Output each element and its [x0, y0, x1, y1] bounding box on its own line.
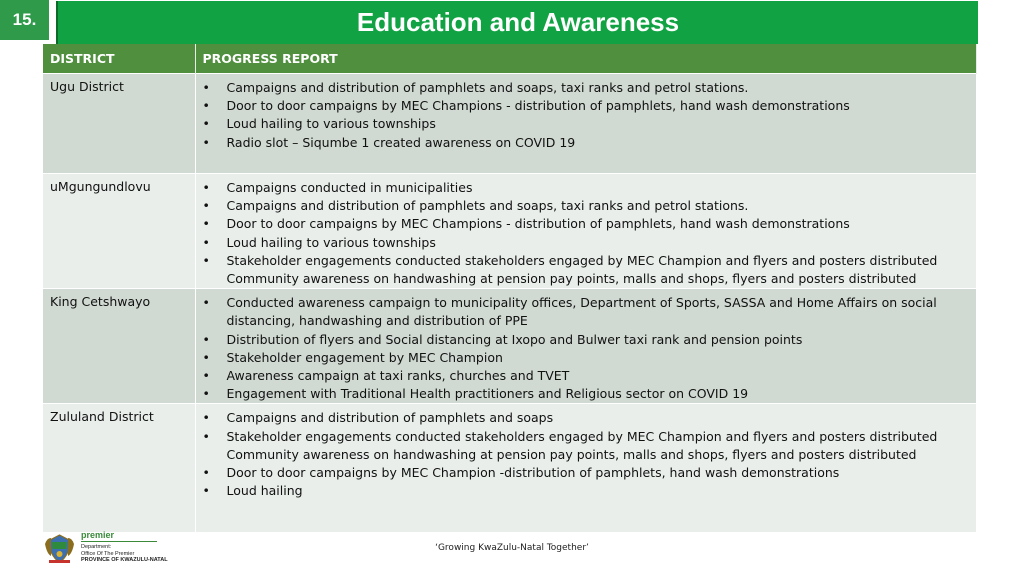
- list-item: [203, 349, 970, 367]
- table-body: [43, 74, 977, 532]
- progress-cell: [195, 404, 977, 532]
- list-item-text: Door to door campaigns by MEC Champions - distribution of pamphlets, hand wash demonstrations: [226, 216, 850, 232]
- bullet-icon: •: [202, 98, 210, 114]
- slide-title: Education and Awareness: [56, 1, 978, 44]
- list-item: [203, 482, 970, 500]
- header-district: DISTRICT: [43, 44, 195, 74]
- bullet-icon: •: [202, 198, 210, 214]
- list-item-text: Community awareness on handwashing at pension pay points, malls and shops, flyers and posters distributed: [226, 271, 917, 287]
- bullet-icon: •: [202, 216, 210, 232]
- list-item: [203, 215, 970, 233]
- progress-cell: [195, 174, 977, 289]
- list-item: [203, 464, 970, 482]
- bullet-icon: •: [202, 180, 210, 195]
- list-item-text: Campaigns and distribution of pamphlets and soaps, taxi ranks and petrol stations.: [226, 80, 749, 95]
- bullet-icon: •: [202, 116, 210, 132]
- list-item-text: Campaigns conducted in municipalities: [226, 180, 473, 195]
- list-item-text: Door to door campaigns by MEC Champion -distribution of pamphlets, hand wash demonstrations: [226, 465, 840, 481]
- list-item-text: Engagement with Traditional Health practitioners and Religious sector on COVID 19: [226, 386, 749, 402]
- list-item: [203, 367, 970, 385]
- list-item-text: Loud hailing to various townships: [226, 116, 436, 132]
- list-item: [203, 252, 970, 270]
- logo-office-text: Office Of The Premier: [81, 550, 135, 557]
- list-item: [203, 179, 970, 197]
- list-item: [203, 428, 970, 446]
- progress-list: [203, 409, 970, 500]
- list-item-text: Campaigns and distribution of pamphlets and soaps: [226, 410, 554, 426]
- progress-list: [203, 179, 970, 288]
- list-item-text: Door to door campaigns by MEC Champions - distribution of pamphlets, hand wash demonstrations: [226, 98, 850, 114]
- progress-table: [43, 44, 977, 532]
- district-cell: King Cetshwayo: [43, 289, 195, 404]
- table-row: [43, 174, 977, 289]
- table-header-row: [43, 44, 977, 74]
- progress-list: [203, 79, 970, 152]
- bullet-icon: •: [202, 410, 210, 426]
- bullet-icon: •: [202, 252, 210, 268]
- list-item: [203, 234, 970, 252]
- bullet-icon: •: [202, 428, 210, 444]
- bullet-icon: •: [202, 134, 210, 150]
- list-item-text: Distribution of flyers and Social distancing at Ixopo and Bulwer taxi rank and pension points: [226, 331, 803, 347]
- footer-tagline: ‘Growing KwaZulu-Natal Together’: [435, 543, 589, 553]
- bullet-icon: •: [202, 234, 210, 250]
- list-item: [203, 446, 970, 464]
- list-item: [203, 197, 970, 215]
- list-item-text: Radio slot – Siqumbe 1 created awareness on COVID 19: [226, 134, 576, 150]
- logo-province-text: PROVINCE OF KWAZULU-NATAL: [81, 557, 168, 563]
- table-row: [43, 74, 977, 174]
- logo-premier-text: premier: [81, 530, 115, 540]
- bullet-icon: •: [202, 80, 210, 95]
- district-cell: Ugu District: [43, 74, 195, 174]
- list-item: [203, 331, 970, 349]
- list-item-text: Loud hailing: [226, 483, 303, 499]
- bullet-icon: •: [202, 331, 210, 347]
- list-item: [203, 385, 970, 403]
- table-row: [43, 404, 977, 532]
- progress-list: [203, 294, 970, 403]
- bullet-icon: •: [202, 368, 210, 384]
- progress-cell: [195, 74, 977, 174]
- list-item-text: Community awareness on handwashing at pension pay points, malls and shops, flyers and posters distributed: [226, 446, 917, 462]
- bullet-icon: •: [202, 386, 210, 402]
- list-item: [203, 270, 970, 288]
- bullet-icon: •: [202, 465, 210, 481]
- slide-number: 15.: [0, 0, 52, 40]
- list-item-text: Stakeholder engagements conducted stakeholders engaged by MEC Champion and flyers and posters distributed: [226, 428, 938, 444]
- logo-department-text: Department:: [81, 544, 112, 550]
- district-cell: Zululand District: [43, 404, 195, 532]
- list-item: [203, 79, 970, 97]
- list-item: [203, 115, 970, 133]
- list-item-text: Stakeholder engagement by MEC Champion: [226, 349, 503, 365]
- list-item: [203, 294, 970, 330]
- list-item-text: Awareness campaign at taxi ranks, churches and TVET: [226, 368, 570, 384]
- list-item-text: Campaigns and distribution of pamphlets and soaps, taxi ranks and petrol stations.: [226, 198, 749, 214]
- bullet-icon: •: [202, 349, 210, 365]
- list-item-text: Conducted awareness campaign to municipality offices, Department of Sports, SASSA and Home Affairs on social distancing, handwashing and distribution of PPE: [226, 295, 937, 329]
- list-item-text: Stakeholder engagements conducted stakeholders engaged by MEC Champion and flyers and posters distributed: [226, 252, 938, 268]
- bullet-icon: •: [202, 483, 210, 499]
- list-item-text: Loud hailing to various townships: [226, 234, 436, 250]
- logo-divider: [81, 541, 157, 542]
- progress-cell: [195, 289, 977, 404]
- list-item: [203, 97, 970, 115]
- district-cell: uMgungundlovu: [43, 174, 195, 289]
- table-row: [43, 289, 977, 404]
- header-progress-report: PROGRESS REPORT: [195, 44, 977, 74]
- list-item: [203, 134, 970, 152]
- bullet-icon: •: [202, 295, 210, 311]
- list-item: [203, 409, 970, 427]
